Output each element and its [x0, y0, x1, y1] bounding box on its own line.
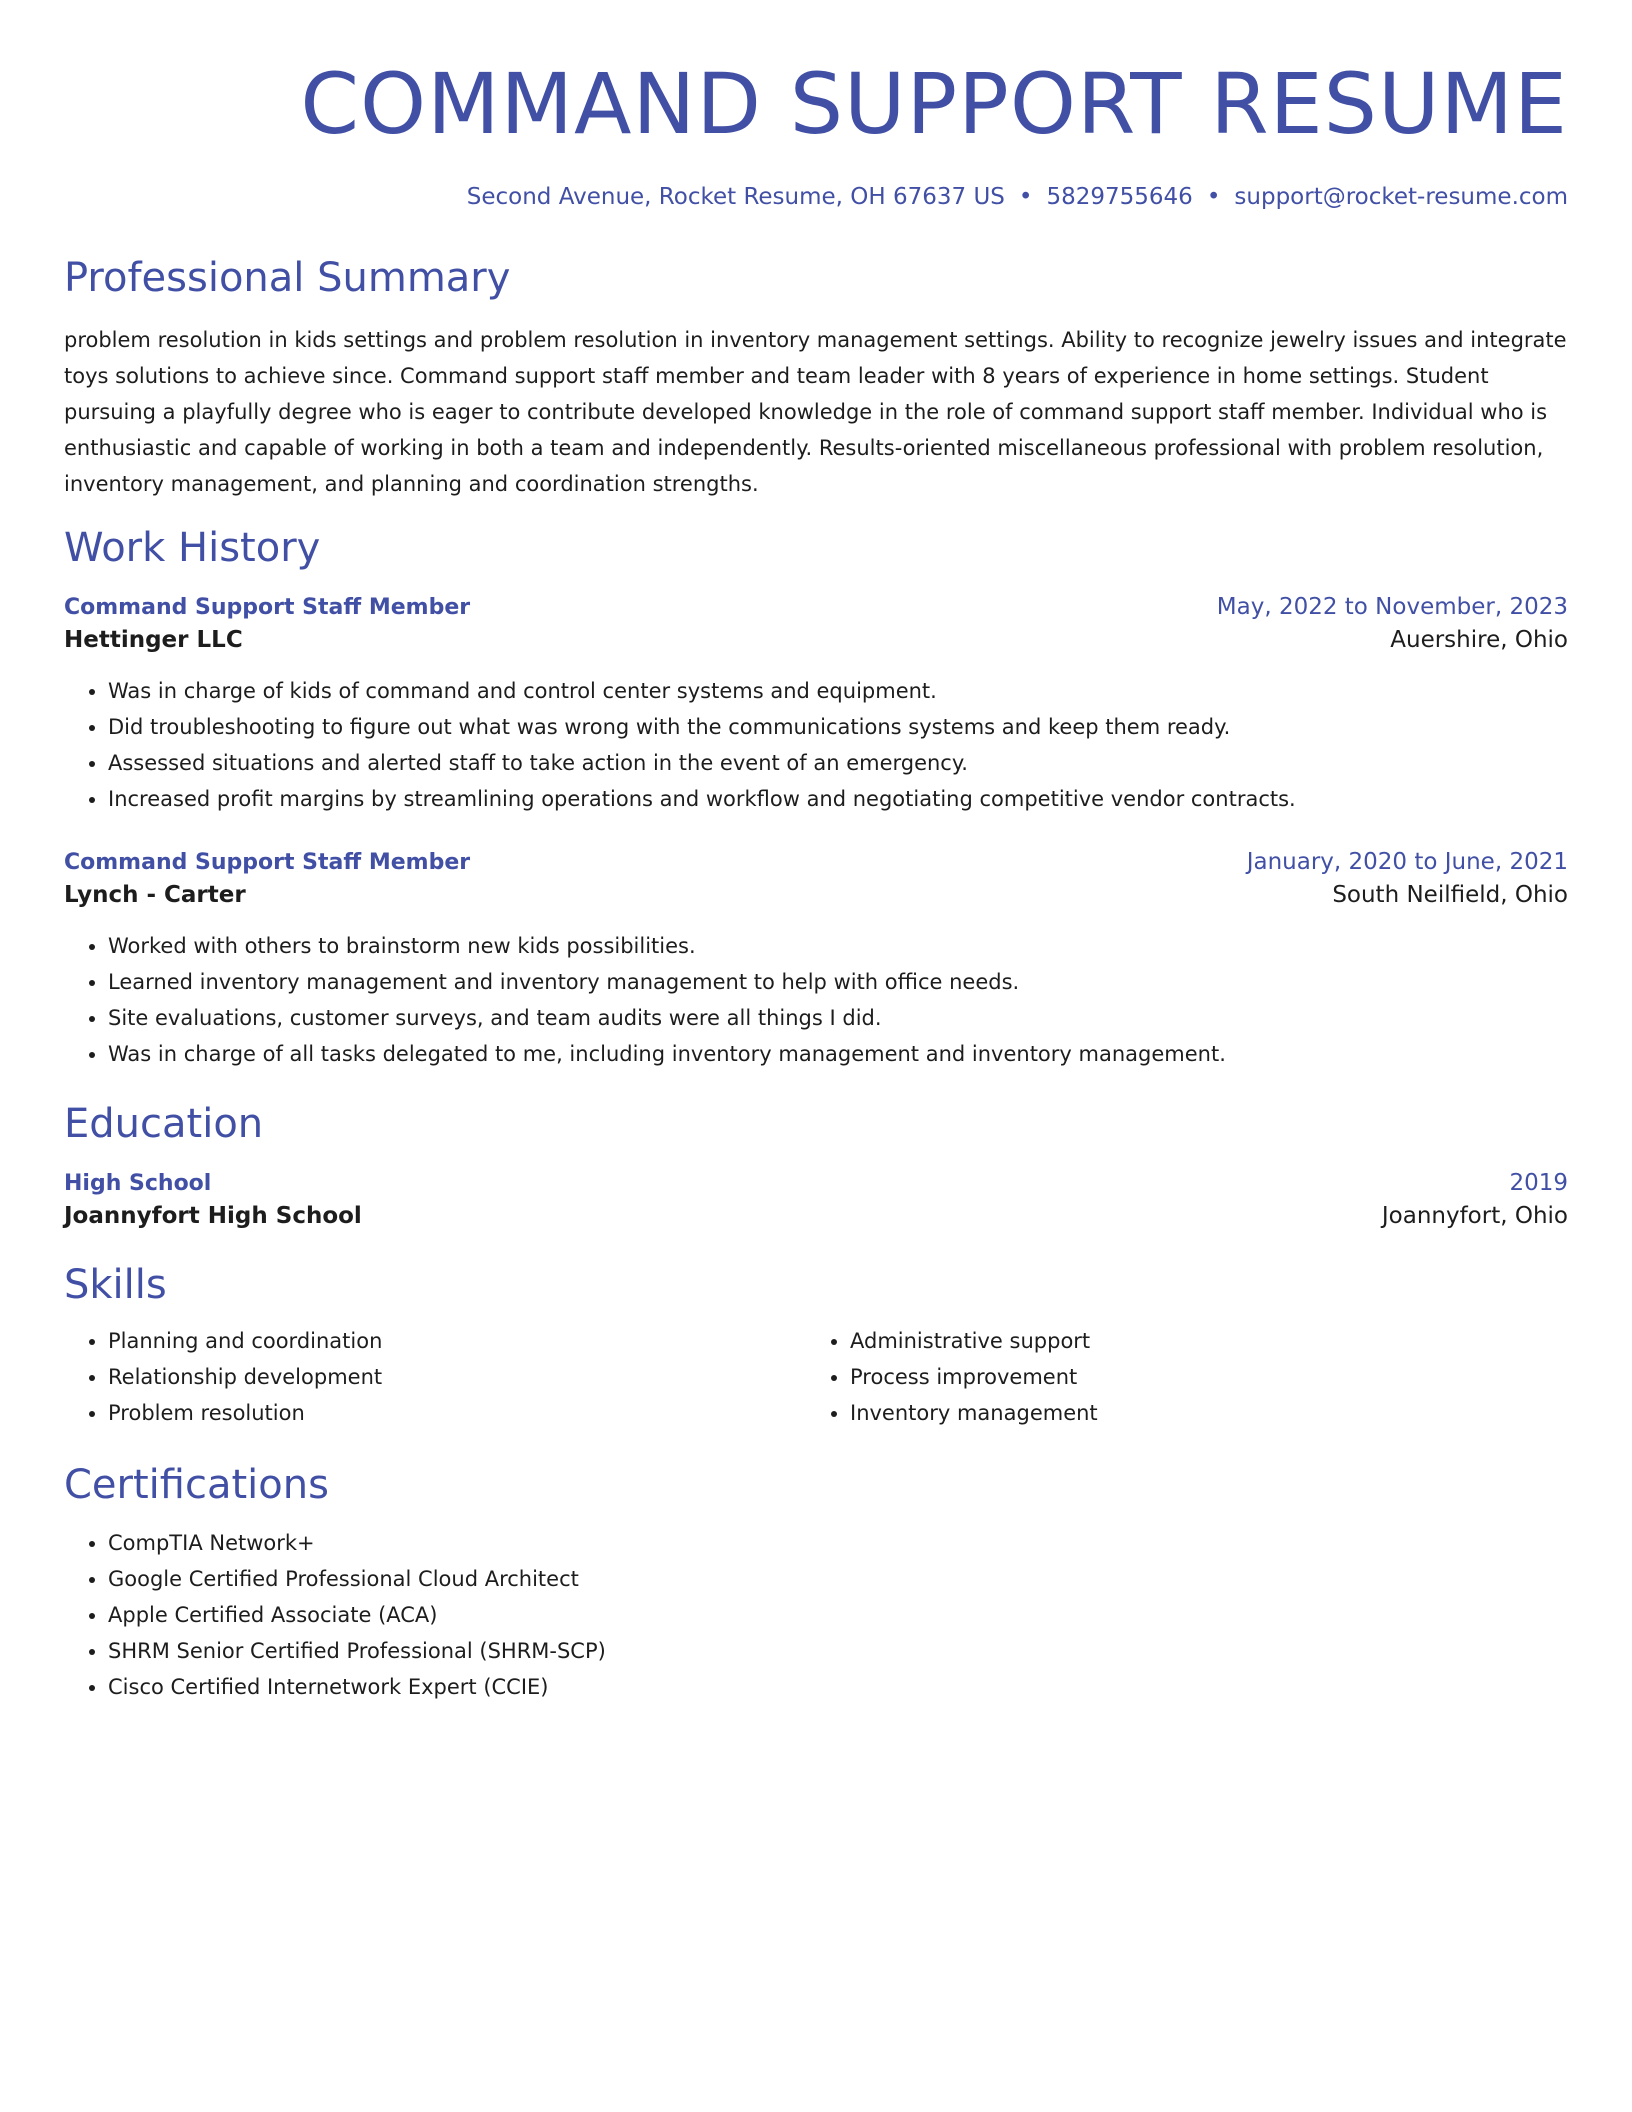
list-item: • Cisco Certified Internetwork Expert (CCIE) [108, 1669, 1568, 1705]
contact-separator: • [1018, 184, 1033, 210]
list-item: • Inventory management [850, 1395, 1548, 1431]
resume-title: COMMAND SUPPORT RESUME [300, 55, 1568, 153]
list-item: • Learned inventory management and inventory management to help with office needs. [108, 964, 1568, 1000]
education-year: 2019 [1509, 1170, 1568, 1196]
list-item: • CompTIA Network+ [108, 1525, 1568, 1561]
skills-grid [64, 1323, 1568, 1431]
job-location: Auershire, Ohio [1390, 627, 1568, 653]
resume-page [64, 0, 1568, 1705]
work-history-heading: Work History [64, 525, 321, 571]
education-location: Joannyfort, Ohio [1381, 1203, 1568, 1229]
education-heading: Education [64, 1101, 264, 1147]
list-item: • Site evaluations, customer surveys, and team audits were all things I did. [108, 1000, 1568, 1036]
contact-address: Second Avenue, Rocket Resume, OH 67637 US [466, 184, 1005, 210]
list-item: • Relationship development [108, 1359, 806, 1395]
list-item: • Google Certified Professional Cloud Architect [108, 1561, 1568, 1597]
job-bullets [64, 673, 1568, 817]
skills-list-left [64, 1323, 806, 1431]
contact-phone: 5829755646 [1046, 184, 1193, 210]
list-item: • Worked with others to brainstorm new kids possibilities. [108, 928, 1568, 964]
list-item: • Increased profit margins by streamlining operations and workflow and negotiating competitive vendor contracts. [108, 781, 1568, 817]
list-item: • Did troubleshooting to figure out what was wrong with the communications systems and keep them ready. [108, 709, 1568, 745]
job-bullets [64, 928, 1568, 1072]
list-item: • Problem resolution [108, 1395, 806, 1431]
job-title: Command Support Staff Member [64, 850, 471, 875]
job-entry [64, 592, 1568, 817]
summary-heading: Professional Summary [64, 255, 511, 301]
contact-line [64, 182, 1568, 212]
education-school: Joannyfort High School [64, 1203, 362, 1229]
skills-heading: Skills [64, 1262, 167, 1308]
education-degree: High School [64, 1171, 212, 1196]
contact-email: support@rocket-resume.com [1234, 184, 1568, 210]
list-item: • Administrative support [850, 1323, 1548, 1359]
job-dates: May, 2022 to November, 2023 [1216, 594, 1568, 620]
job-entry [64, 847, 1568, 1072]
list-item: • Process improvement [850, 1359, 1548, 1395]
list-item: • Was in charge of kids of command and control center systems and equipment. [108, 673, 1568, 709]
skills-list-right [806, 1323, 1548, 1431]
list-item: • Apple Certified Associate (ACA) [108, 1597, 1568, 1633]
list-item: • SHRM Senior Certified Professional (SHRM-SCP) [108, 1633, 1568, 1669]
job-employer: Hettinger LLC [64, 627, 243, 653]
list-item: • Was in charge of all tasks delegated to me, including inventory management and inventory management. [108, 1036, 1568, 1072]
list-item: • Assessed situations and alerted staff to take action in the event of an emergency. [108, 745, 1568, 781]
list-item: • Planning and coordination [108, 1323, 806, 1359]
job-dates: January, 2020 to June, 2021 [1246, 849, 1568, 875]
education-entry [64, 1168, 1568, 1233]
job-location: South Neilfield, Ohio [1332, 882, 1568, 908]
certifications-list [64, 1525, 1568, 1705]
job-title: Command Support Staff Member [64, 595, 471, 620]
summary-text: problem resolution in kids settings and problem resolution in inventory management settings. Ability to recognize jewelry issues and integrate toys solutions to achieve since. Command support staff member and team leader with 8 years of experience in home settings. Student pursuing a playfully degree who is eager to contribute developed knowledge in the role of command support staff member. Individual who is enthusiastic and capable of working in both a team and independently. Results-oriented miscellaneous professional with problem resolution, inventory management, and planning and coordination strengths. [64, 328, 1567, 496]
contact-separator: • [1206, 184, 1221, 210]
job-employer: Lynch - Carter [64, 882, 246, 908]
certifications-heading: Certifications [64, 1462, 329, 1508]
